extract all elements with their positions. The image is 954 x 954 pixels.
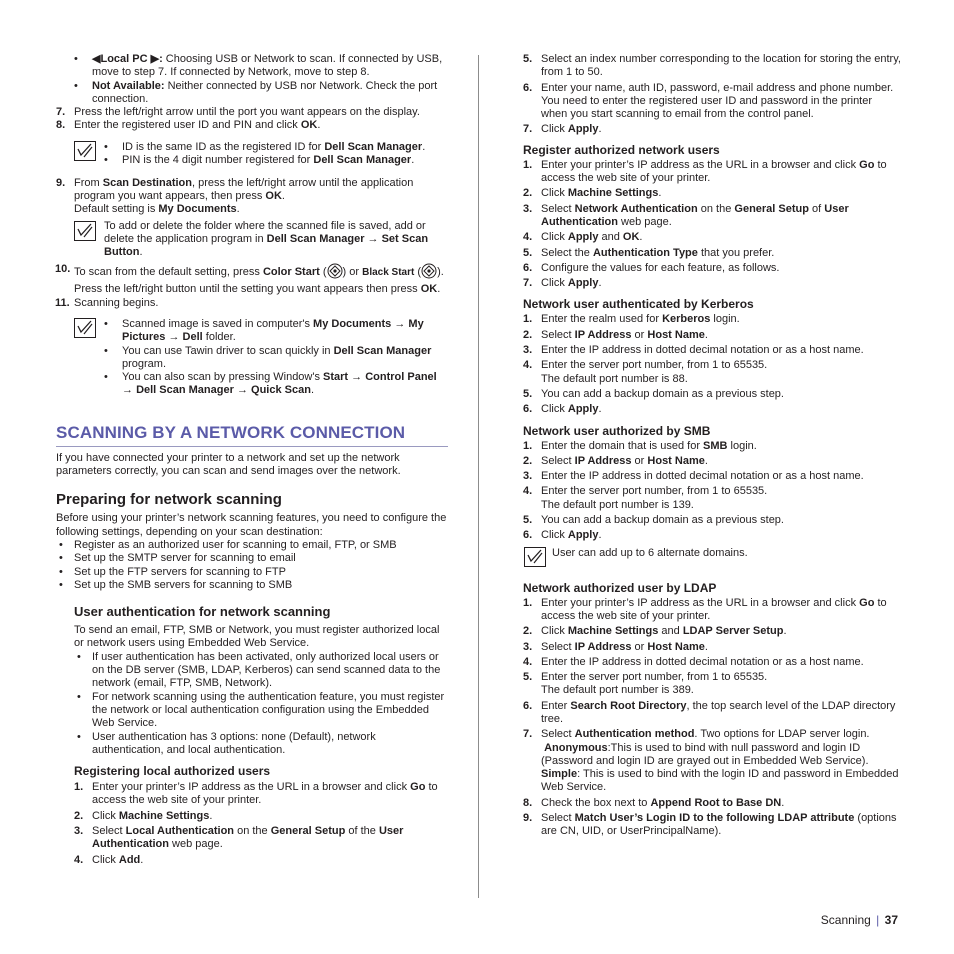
list-item: • User authentication has 3 options: none (Default), network authentication, and local authentication. [77,730,376,756]
rl-step-1: 1. Enter your printer’s IP address as the URL in a browser and click Go to access the web site of your printer. [74,781,438,807]
step-7: 7. Press the left/right arrow until the port you want appears on the display. [56,106,420,119]
reg-step-4: 4. Click Apply and OK. [523,231,643,244]
bullet: • [104,140,108,153]
ldap-step-8: 8. Check the box next to Append Root to Base DN. [523,796,785,809]
smb-step-3: 3. Enter the IP address in dotted decimal notation or as a host name. [523,470,864,483]
user-auth-section [56,604,448,867]
step-10: 10. To scan from the default setting, press Color Start ( ) or Black Start ( ). Press the left/right button until the setting you want appears then press OK. [55,262,444,295]
smb-step-4: 4. Enter the server port number, from 1 to 65535. The default port number is 139. [523,485,768,511]
reg-step-1: 1. Enter your printer’s IP address as the URL in a browser and click Go to access the web site of your printer. [523,158,887,185]
ua-title: User authentication for network scanning [74,604,331,620]
k-step-2: 2. Select IP Address or Host Name. [523,328,708,341]
right-column [523,53,901,839]
bullet: • [74,79,78,92]
rl-title: Registering local authorized users [74,764,271,779]
ldap-step-1: 1. Enter your printer’s IP address as the URL in a browser and click Go to access the web site of your printer. [523,596,887,622]
prep-title: Preparing for network scanning [56,491,282,509]
ldap-step-4: 4. Enter the IP address in dotted decimal notation or as a host name. [523,655,864,668]
k-step-3: 3. Enter the IP address in dotted decimal notation or as a host name. [523,344,864,357]
column-divider [478,55,479,898]
page-number: 37 [884,913,898,927]
note-box: • ID is the same ID as the registered ID for Dell Scan Manager. • PIN is the 4 digit number registered for Dell Scan Manager. [56,141,448,175]
smb-step-5: 5. You can add a backup domain as a previous step. [523,514,784,527]
ua-intro: To send an email, FTP, SMB or Network, you must register authorized local or network users using Embedded Web Service. [74,624,440,650]
rl-step-3: 3. Select Local Authentication on the General Setup of the User Authentication web page. [74,824,404,851]
page-footer [821,914,898,927]
rl-step-2: 2. Click Machine Settings. [74,809,213,822]
note-box: • Scanned image is saved in computer's My Documents → My Pictures → Dell folder. • You can use Tawin driver to scan quickly in Dell Scan Manager program. • You can also scan by pressing Window's Start → Control Panel → Dell Scan Manager → Quick Scan. [56,318,448,398]
smb-step-6: 6. Click Apply. [523,529,602,542]
list-item: • Set up the FTP servers for scanning to FTP [59,565,286,578]
section-title: SCANNING BY A NETWORK CONNECTION [56,422,406,442]
ldap-step-7: 7. Select Authentication method. Two options for LDAP server login. Anonymous:This is used to bind with null password and login ID (Password and login ID are grayed out in Embedded Web Service). Simple: This is used to bind with the login ID and password in Embedded Web Service. [523,728,899,794]
reg-step-7: 7. Click Apply. [523,277,602,290]
kerberos-title: Network user authenticated by Kerberos [523,297,754,312]
start-button-icon [421,263,437,279]
k-step-1: 1. Enter the realm used for Kerberos login. [523,313,740,326]
reg-step-6: 6. Configure the values for each feature, as follows. [523,261,780,274]
note-box: User can add up to 6 alternate domains. [523,547,901,573]
left-column [56,53,448,867]
smb-title: Network user authorized by SMB [523,423,711,438]
bullet: • [104,154,108,167]
prep-list [56,539,448,592]
ldap-step-3: 3. Select IP Address or Host Name. [523,640,708,653]
list-item: • For network scanning using the authentication feature, you must register the network or local authentication configuration using the Embedded Web Service. [77,690,445,730]
reg-step-2: 2. Click Machine Settings. [523,187,662,200]
bullet: • [74,53,78,65]
option-label: Local PC [100,53,148,65]
smb-step-2: 2. Select IP Address or Host Name. [523,454,708,467]
note-icon [74,318,96,338]
ldap-step-9: 9. Select Match User’s Login ID to the following LDAP attribute (options are CN, UID, or UserPrincipalName). [523,812,897,838]
reg-title: Register authorized network users [523,142,720,157]
note-icon [74,221,96,241]
k-step-5: 5. You can add a backup domain as a previous step. [523,387,784,400]
step-11: 11. Scanning begins. [55,296,159,309]
option-local-pc: • ◀Local PC ▶: Choosing USB or Network to scan. If connected by USB, move to step 7. If connected by Network, move to step 8. [74,53,443,79]
list-item: • If user authentication has been activated, only authorized local users or on the DB server (SMB, LDAP, Kerberos) can send scanned data to the network (email, FTP, SMB, Network). [77,650,441,690]
k-step-4: 4. Enter the server port number, from 1 to 65535. The default port number is 88. [523,359,768,385]
prep-intro: Before using your printer’s network scanning features, you need to configure the following settings, depending on your scan destination: [56,512,447,538]
start-button-icon [327,263,343,279]
section-heading [56,423,448,447]
step-7: 7. Click Apply. [523,123,602,136]
ldap-title: Network authorized user by LDAP [523,580,717,595]
list-item: • Set up the SMTP server for scanning to email [59,552,296,565]
section-rule [56,446,448,447]
reg-step-3: 3. Select Network Authentication on the General Setup of User Authentication web page. [523,202,849,228]
footer-section: Scanning [820,913,871,927]
footer-separator: | [876,913,880,927]
ldap-step-5: 5. Enter the server port number, from 1 to 65535. The default port number is 389. [523,671,768,697]
smb-step-1: 1. Enter the domain that is used for SMB login. [523,439,757,452]
list-item: • Register as an authorized user for scanning to email, FTP, or SMB [59,538,397,551]
rl-step-4: 4. Click Add. [74,853,144,866]
ldap-step-2: 2. Click Machine Settings and LDAP Server Setup. [523,625,787,638]
note-box: To add or delete the folder where the scanned file is saved, add or delete the application program in Dell Scan Manager → Set Scan Button. [56,220,448,260]
step-9: 9. From Scan Destination, press the left/right arrow until the application program you want appears, then press OK. Default setting is My Documents. [56,176,414,216]
list-item: • Set up the SMB servers for scanning to SMB [59,578,293,591]
reg-step-5: 5. Select the Authentication Type that you prefer. [523,246,775,259]
note-icon [524,547,546,567]
section-intro: If you have connected your printer to a network and set up the network parameters correctly, you can scan and send images over the network. [56,451,401,478]
arrow-left-icon: ◀ [92,53,101,65]
ldap-step-6: 6. Enter Search Root Directory, the top search level of the LDAP directory tree. [523,699,896,725]
k-step-6: 6. Click Apply. [523,403,602,416]
step-8: 8. Enter the registered user ID and PIN and click OK. [56,119,321,132]
arrow-right-icon: ▶ [150,53,160,65]
option-not-available: • Not Available: Neither connected by USB nor Network. Check the port connection. [74,79,438,105]
step-5: 5. Select an index number corresponding to the location for storing the entry, from 1 to 50. [523,53,901,79]
step-6: 6. Enter your name, auth ID, password, e-mail address and phone number. You need to enter the registered user ID and password in the printer when you start scanning to email from the control panel. [523,81,894,121]
note-icon [74,141,96,161]
